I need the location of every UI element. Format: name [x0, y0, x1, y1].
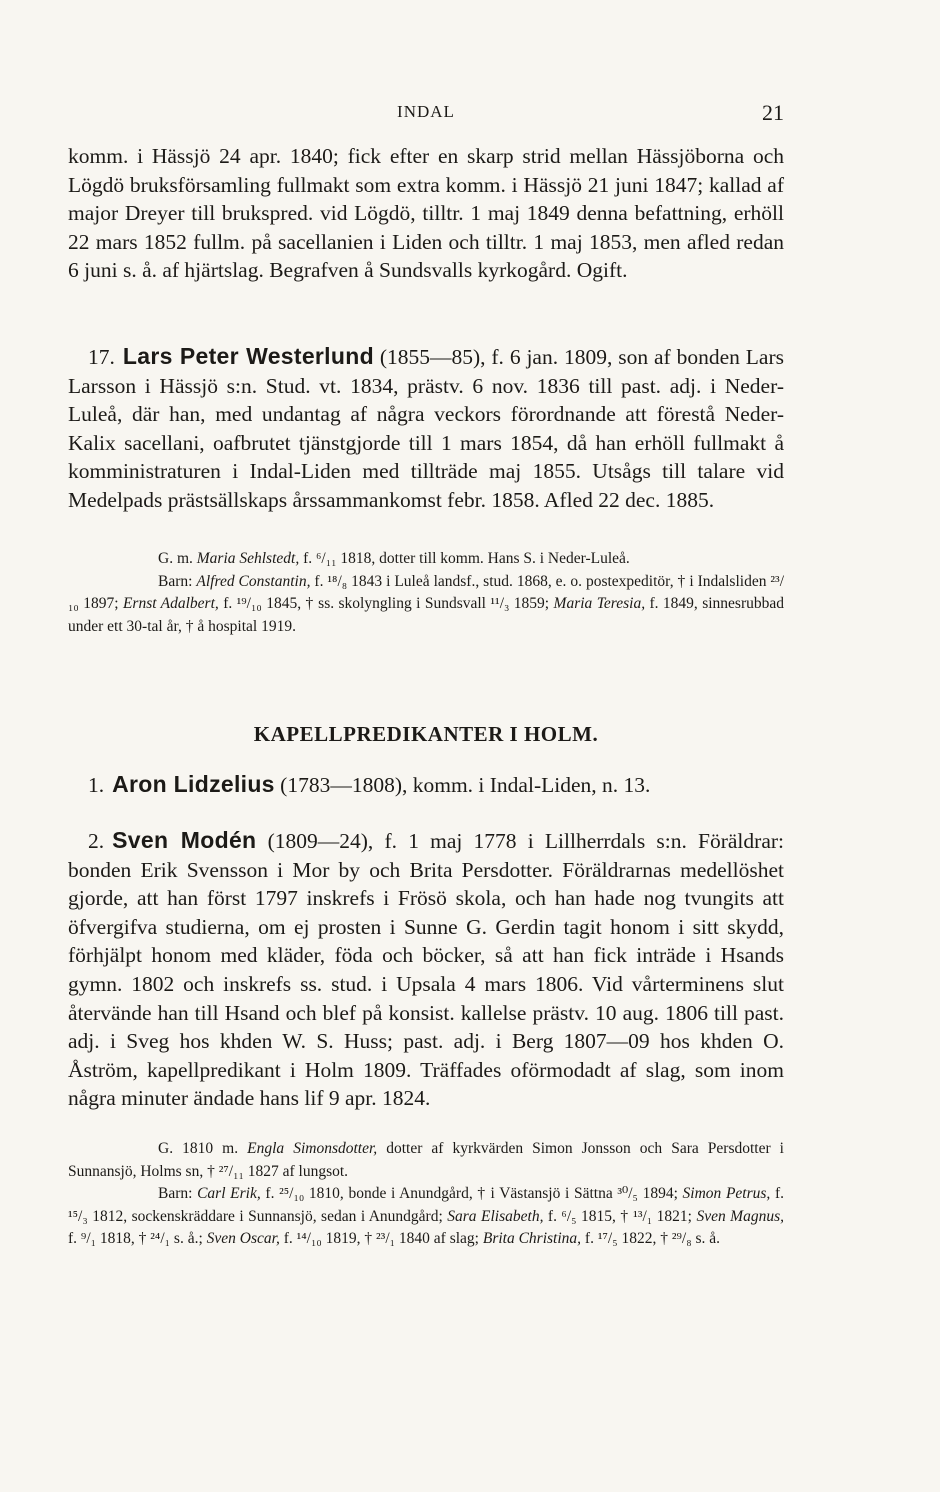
child-name: Maria Teresia, — [553, 595, 646, 613]
entry-text: (1783—1808), komm. i Indal-Liden, n. 13. — [280, 773, 651, 797]
child-name: Sven Magnus, — [696, 1207, 785, 1225]
family-westerlund — [68, 548, 784, 638]
child-name: Carl Erik, — [197, 1185, 261, 1203]
child-name: Alfred Constantin, — [196, 572, 311, 590]
family-moden — [68, 1138, 784, 1251]
marriage-note: G. 1810 m. Engla Simonsdotter, dotter af kyrkvärden Simon Jonsson och Sara Persdotter i Sunnansjö, Holms sn, † ²⁷/₁₁ 1827 af lungsot. — [68, 1140, 784, 1180]
child-name: Sven Oscar, — [206, 1230, 280, 1248]
entry-number: 17. — [88, 345, 115, 369]
child-name: Brita Christina, — [482, 1230, 582, 1248]
child-name: Simon Petrus, — [682, 1185, 771, 1203]
entry-name: Aron Lidzelius — [112, 771, 275, 797]
running-head: INDAL — [397, 102, 455, 121]
entry-name: Sven Modén — [112, 827, 257, 853]
continuation-paragraph: komm. i Hässjö 24 apr. 1840; fick efter en skarp strid mellan Hässjöborna och Lögdö bruksförsamling fullmakt som extra komm. i Hässjö 21 juni 1847; kallad af major Dreyer till brukspred. vid Lögdö, tilltr. 1 maj 1849 denna befattning, erhöll 22 mars 1852 fullm. på sacellanien i Liden och tilltr. 1 maj 1853, men afled redan 6 juni s. å. af hjärtslag. Begrafven å Sundsvalls kyrkogård. Ogift. — [68, 144, 784, 283]
page-header — [68, 100, 784, 126]
child-name: Ernst Adalbert, — [122, 595, 219, 613]
entry-westerlund — [68, 342, 784, 515]
entry-moden — [68, 826, 784, 1113]
spouse-name: Engla Simonsdotter, — [247, 1140, 378, 1157]
marriage-note: G. m. Maria Sehlstedt, f. ⁶/₁₁ 1818, dotter till komm. Hans S. i Neder-Luleå. — [158, 550, 630, 567]
entry-text: (1809—24), f. 1 maj 1778 i Lillherrdals s:n. Föräldrar: bonden Erik Svensson i Mor by och Brita Persdotter. Föräldrarnas medellöshet gjorde, att han först 1797 inskrefs i Frösö skola, och han hade nog tvungits att öfvergifva studierna, om ej prosten i Sunne G. Gerdin tagit honom i sitt skydd, förhjälpt honom med kläder, föda och böcker, så att han fick inträde i Hsands gymn. 1802 och inskrefs ss. stud. i Upsala 4 mars 1806. Vid vårterminens slut återvände han till Hsand och blef på konsist. kallelse prästv. 10 aug. 1806 till past. adj. i Sveg hos khden W. S. Huss; past. adj. i Berg 1807—09 hos khden O. Åström, kapellpredikant i Holm 1809. Träffades oförmodadt af slag, som inom några minuter ändade hans lif 9 apr. 1824. — [68, 829, 784, 1111]
entry-number: 1. — [88, 773, 105, 797]
page-number: 21 — [762, 100, 784, 125]
entry-text: (1855—85), f. 6 jan. 1809, son af bonden Lars Larsson i Hässjö s:n. Stud. vt. 1834, prästv. 6 nov. 1836 till past. adj. i Neder-Luleå, där han, med undantag af några veckors förordnande att förestå Neder-Kalix sacellani, oafbrutet tjänstgjorde till 1 mars 1854, då han erhöll fullmakt å komministraturen i Indal-Liden med tillträde maj 1855. Utsågs till talare vid Medelpads prästsällskaps årssammankomst febr. 1858. Afled 22 dec. 1885. — [68, 345, 784, 512]
entry-name: Lars Peter Westerlund — [122, 343, 374, 369]
child-name: Sara Elisabeth, — [447, 1207, 544, 1225]
entry-lidzelius — [68, 770, 784, 800]
entry-number: 2. — [88, 829, 105, 853]
children-note: Barn: Carl Erik, f. ²⁵/₁₀ 1810, bonde i Anundgård, † i Västansjö i Sättna ³⁰/₅ 1894; Simon Petrus, f. ¹⁵/₃ 1812, sockenskräddare i Sunnansjö, sedan i Anundgård; Sara Elisabeth, f. ⁶/₅ 1815, † ¹³/₁ 1821; Sven Magnus, f. ⁹/₁ 1818, † ²⁴/₁ s. å.; Sven Oscar, f. ¹⁴/₁₀ 1819, † ²³/₁ 1840 af slag; Brita Christina, f. ¹⁷/₅ 1822, † ²⁹/₈ s. å. — [68, 1185, 785, 1248]
section-heading: KAPELLPREDIKANTER I HOLM. — [253, 722, 599, 746]
children-note: Barn: Alfred Constantin, f. ¹⁸/₈ 1843 i Luleå landsf., stud. 1868, e. o. postexpeditör, † i Indalsliden ²³/₁₀ 1897; Ernst Adalbert, f. ¹⁹/₁₀ 1845, † ss. skolyngling i Sundsvall ¹¹/₃ 1859; Maria Teresia, f. 1849, sinnesrubbad under ett 30-tal år, † å hospital 1919. — [68, 572, 785, 635]
spouse-name: Maria Sehlstedt, — [196, 550, 300, 567]
